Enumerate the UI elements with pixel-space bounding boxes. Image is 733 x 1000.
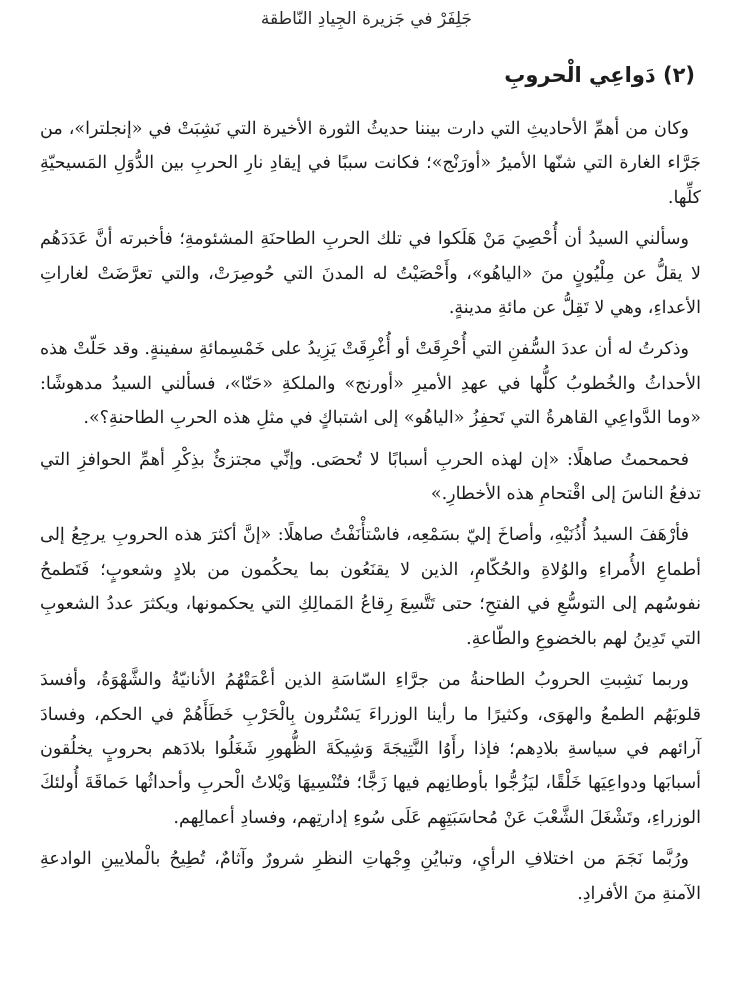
paragraph: فحمحمتُ صاهلًا: «إن لهذه الحربِ أسبابًا لا تُحصَى. وإنِّي مجتزئٌ بذِكْرِ أهمِّ الحوافزِ التي تدفعُ الناسَ إلى اقْتحامِ هذه الأخطارِ.» [40, 449, 701, 505]
paragraph: ورُبَّما نَجَمَ من اختلافِ الرأيِ، وتبايُنِ وِجْهاتِ النظرِ شرورٌ وآثامٌ، تُطِيحُ بالْملايينِ الوادعةِ الآمنةِ منَ الأفرادِ. [40, 849, 701, 904]
body-text [40, 112, 701, 918]
paragraph: وربما نَشِبتِ الحروبُ الطاحنةُ من جرَّاءِ السّاسَةِ الذين أعْمَتْهُمُ الأنانيّةُ والشَّهْوَةُ، وأفسدَ قلوبَهُم الطمعُ والهوَى، وكثيرًا ما رأينا الوزراءَ يَسْتُرون بِالْحَرْبِ خَطَأَهُمْ في الحكم، وفسادَ آرائهم في سياسةِ بلادِهم؛ فإذا رأَوُا النَّتِيجَةَ وَشِيكَةَ الظُّهورِ شَغَلُوا بلادَهم بحروبٍ يخلُقون أسبابَها ودواعِيَها خَلْقًا، ليَزُجُّوا بأوطانِهم فيها زَجًّا؛ فتُنْسِيهَا وَيْلاتُ الْحربِ وأحداثُها حَماقَةَ أُولئكَ الوزراءِ، وتَشْغَلَ الشَّعْبَ عَنْ مُحاسَبَتِهِم عَلَى سُوءِ إدارتِهم، وفسادِ أعمالِهم. [40, 670, 701, 828]
running-header: جَلِفَرْ في جَزيرة الجِيادِ النّاطقة [260, 9, 473, 29]
chapter-title: (٢) دَواعِي الْحروبِ [504, 63, 695, 87]
paragraph: وكان من أهمِّ الأحاديثِ التي دارت بيننا حديثُ الثورة الأخيرة التي نَشِبَتْ في «إنجلترا»، من جَرَّاء الغارة التي شنّها الأميرُ «أورَنْج»؛ فكانت سببًا في إيقادِ نارِ الحربِ بين الدُّوَلِ المَسيحيّةِ كلِّها. [40, 119, 701, 208]
paragraph: وسألني السيدُ أن أُحْصِيَ مَنْ هَلَكوا في تلك الحربِ الطاحنَةِ المشئومةِ؛ فأخبرته أنَّ عَدَدَهُم لا يقلُّ عن مِلْيُونٍ منَ «الياهُو»، وأَحْصَيْتُ له المدنَ التي حُوصِرَتْ، والتي تعرَّضَتْ لغاراتِ الأعداءِ، وهي لا تَقِلُّ عن مائةِ مدينةٍ. [40, 229, 701, 319]
paragraph: وذكرتُ له أن عددَ السُّفنِ التي أُحْرِقَتْ أو أُغْرِقَتْ يَزِيدُ على خَمْسِمائةِ سفينةٍ. وقد حَلّتْ هذه الأحداثُ والخُطوبُ كلُّها في عهدِ الأميرِ «أورنج» والملكةِ «حَنّا»، فسألني السيدُ مدهوشًا: «وما الدَّواعِي القاهرةُ التي تَحفِزُ «الياهُو» إلى اشتباكٍ في مثلِ هذه الحربِ الطاحنةِ؟». [40, 339, 701, 429]
paragraph: فأرْهَفَ السيدُ أُذُنَيْهِ، وأصاخَ إليّ بسَمْعِه، فاسْتأْنَفْتُ صاهلًا: «إنَّ أكثرَ هذه الحروبِ يرجِعُ إلى أطماعِ الأُمراءِ والوُلاةِ والحُكّامِ، الذين لا يقنَعُون بما يحكُمون من بلادٍ وشعوبٍ؛ فَتَطمحُ نفوسُهم إلى التوسُّعِ في الفتحِ؛ حتى تَتَّسِعَ رِقاعُ المَمالِكِ التي يحكمونها، ويكثرَ عددُ الشعوبِ التي تَدِينُ لهم بالخضوعِ والطّاعةِ. [40, 525, 701, 649]
